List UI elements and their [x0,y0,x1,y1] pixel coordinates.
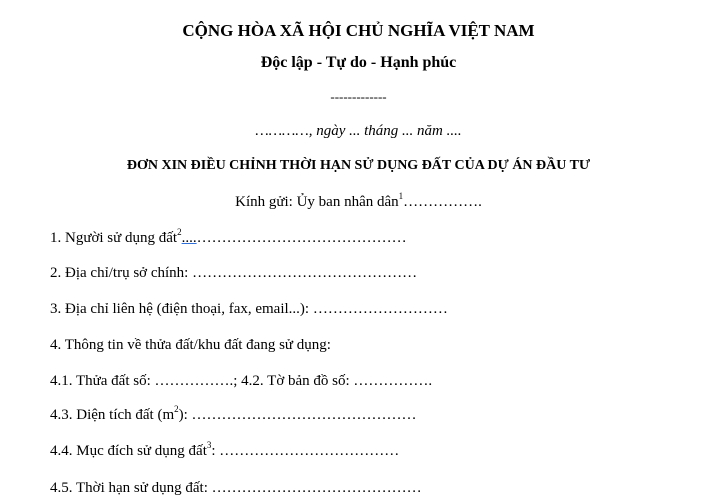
field-land-use-term: 4.5. Thời hạn sử dụng đất: …………………………………… [50,480,422,496]
field-contact: 3. Địa chỉ liên hệ (điện thoại, fax, email...): ……………………… [50,301,448,317]
field-area [50,406,417,424]
field-area-suffix: ): ……………………………………… [178,407,417,423]
field-land-user-footnote-ref: 2 [177,227,182,237]
form-title: ĐƠN XIN ĐIỀU CHỈNH THỜI HẠN SỬ DỤNG ĐẤT CỦA DỰ ÁN ĐẦU TƯ [126,158,591,173]
field-purpose-footnote-ref: 3 [206,440,212,450]
field-area-unit-sup: 2 [174,404,179,414]
recipient-line [0,193,717,211]
field-land-user-input[interactable]: .... [181,230,197,246]
national-motto: Độc lập - Tự do - Hạnh phúc [260,54,457,71]
country-name: CỘNG HÒA XÃ HỘI CHỦ NGHĨA VIỆT NAM [182,21,535,40]
field-land-info-heading: 4. Thông tin về thửa đất/khu đất đang sử dụng: [50,337,331,353]
field-address: 2. Địa chỉ/trụ sở chính: ……………………………………… [50,265,418,281]
recipient-dots: ……………. [403,194,482,210]
header-separator: ------------- [330,89,387,104]
field-purpose-label: 4.4. Mục đích sử dụng đất [50,443,207,459]
field-parcel-map: 4.1. Thửa đất số: …………….; 4.2. Tờ bản đồ số: ……………. [50,373,433,389]
field-land-user [50,229,407,247]
field-land-user-dots: …………………………………… [196,230,407,246]
recipient-footnote-ref: 1 [398,191,404,201]
field-land-user-label: 1. Người sử dụng đất [50,230,178,246]
field-area-prefix: 4.3. Diện tích đất (m [50,407,175,423]
recipient-label: Kính gửi: Ủy ban nhân dân [235,194,399,210]
place-date-line: …………, ngày ... tháng ... năm .... [255,123,462,139]
field-land-use-purpose [50,442,399,460]
field-purpose-dots: : ……………………………… [211,443,400,459]
